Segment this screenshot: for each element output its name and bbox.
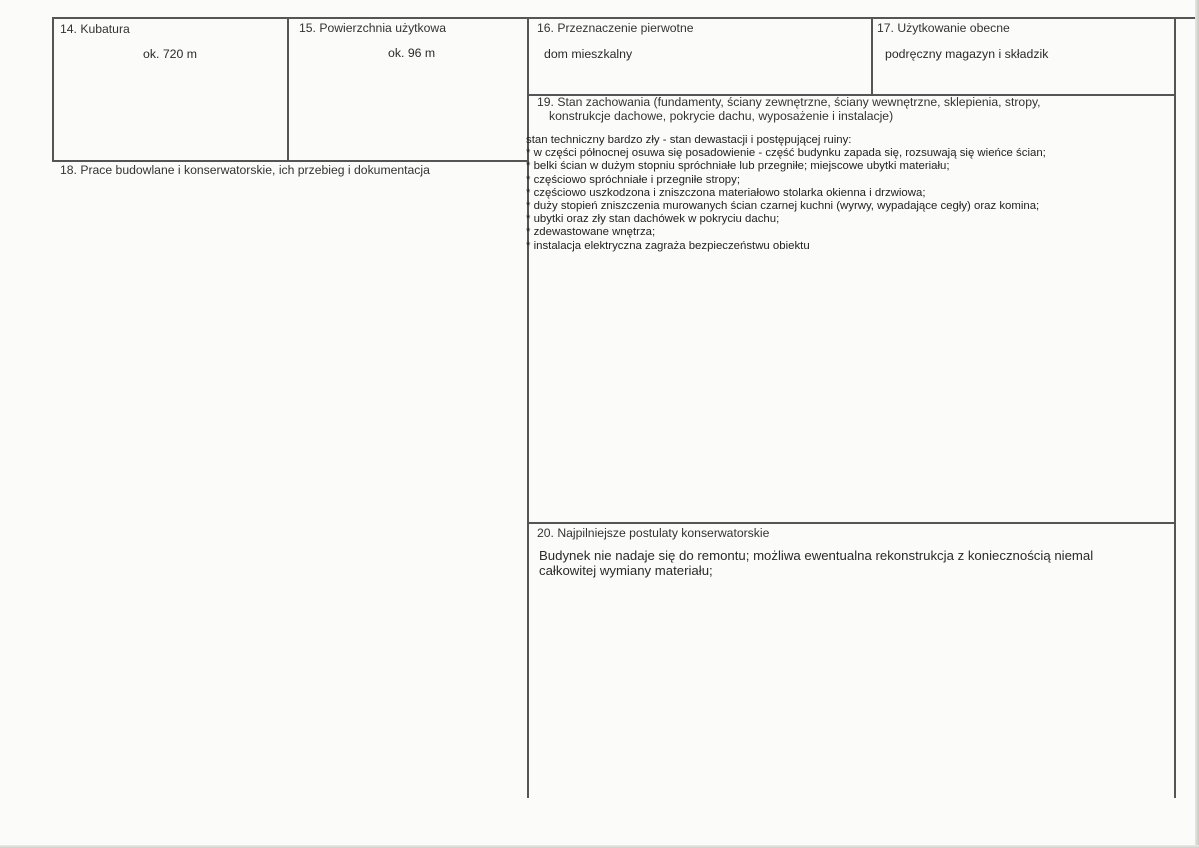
przeznaczenie-value: dom mieszkalny — [544, 47, 633, 61]
stan-zachowania-text — [526, 134, 1191, 253]
stan-line: * belki ścian w dużym stopniu spróchniałe lub przegniłe; miejscowe ubytki materiału; — [526, 160, 950, 173]
rule-col-3 — [871, 17, 873, 94]
prace-label: 18. Prace budowlane i konserwatorskie, ich przebieg i dokumentacja — [60, 163, 430, 177]
stan-line: * częściowo spróchniałe i przegniłe stropy; — [526, 173, 740, 186]
postulaty-line-2: całkowitej wymiany materiału; — [539, 562, 713, 578]
rule-col-1 — [287, 17, 289, 160]
postulaty-label: 20. Najpilniejsze postulaty konserwatorskie — [537, 526, 770, 540]
uzytkowanie-label: 17. Użytkowanie obecne — [877, 21, 1010, 35]
rule-left-middle — [52, 160, 528, 162]
scan-edge-right — [1195, 0, 1199, 848]
stan-zachowania-label-line-1: 19. Stan zachowania (fundamenty, ściany zewnętrzne, ściany wewnętrzne, sklepienia, stropy, — [537, 95, 1041, 109]
powierzchnia-label: 15. Powierzchnia użytkowa — [299, 21, 446, 35]
rule-top — [52, 17, 1199, 19]
stan-line: * instalacja elektryczna zagraża bezpieczeństwu obiektu — [526, 239, 810, 252]
postulaty-line-1: Budynek nie nadaje się do remontu; możliwa ewentualna rekonstrukcja z koniecznością niemal — [539, 548, 1094, 563]
rule-right-lower — [528, 522, 1175, 524]
kubatura-value: ok. 720 m — [143, 47, 197, 61]
stan-line: * w części północnej osuwa się posadowienie - część budynku zapada się, rozsuwają się wieńce ścian; — [526, 147, 1046, 160]
postulaty-text — [539, 549, 1179, 578]
uzytkowanie-value: podręczny magazyn i składzik — [885, 47, 1049, 61]
stan-zachowania-label — [537, 96, 1137, 123]
stan-line: * częściowo uszkodzona i zniszczona materiałowo stolarka okienna i drzwiowa; — [526, 186, 926, 199]
stan-line: * ubytki oraz zły stan dachówek w pokryciu dachu; — [526, 213, 780, 226]
kubatura-label: 14. Kubatura — [60, 22, 130, 36]
stan-line: * zdewastowane wnętrza; — [526, 226, 656, 239]
przeznaczenie-label: 16. Przeznaczenie pierwotne — [537, 21, 694, 35]
rule-left-outer — [52, 17, 54, 160]
stan-zachowania-label-line-2: konstrukcje dachowe, pokrycie dachu, wyposażenie i instalacje) — [549, 108, 894, 123]
stan-line: * duży stopień zniszczenia murowanych ścian czarnej kuchni (wyrwy, wypadające cegły) oraz komina; — [526, 200, 1040, 213]
stan-line: stan techniczny bardzo zły - stan dewastacji i postępującej ruiny: — [526, 134, 852, 146]
powierzchnia-value: ok. 96 m — [388, 46, 436, 60]
